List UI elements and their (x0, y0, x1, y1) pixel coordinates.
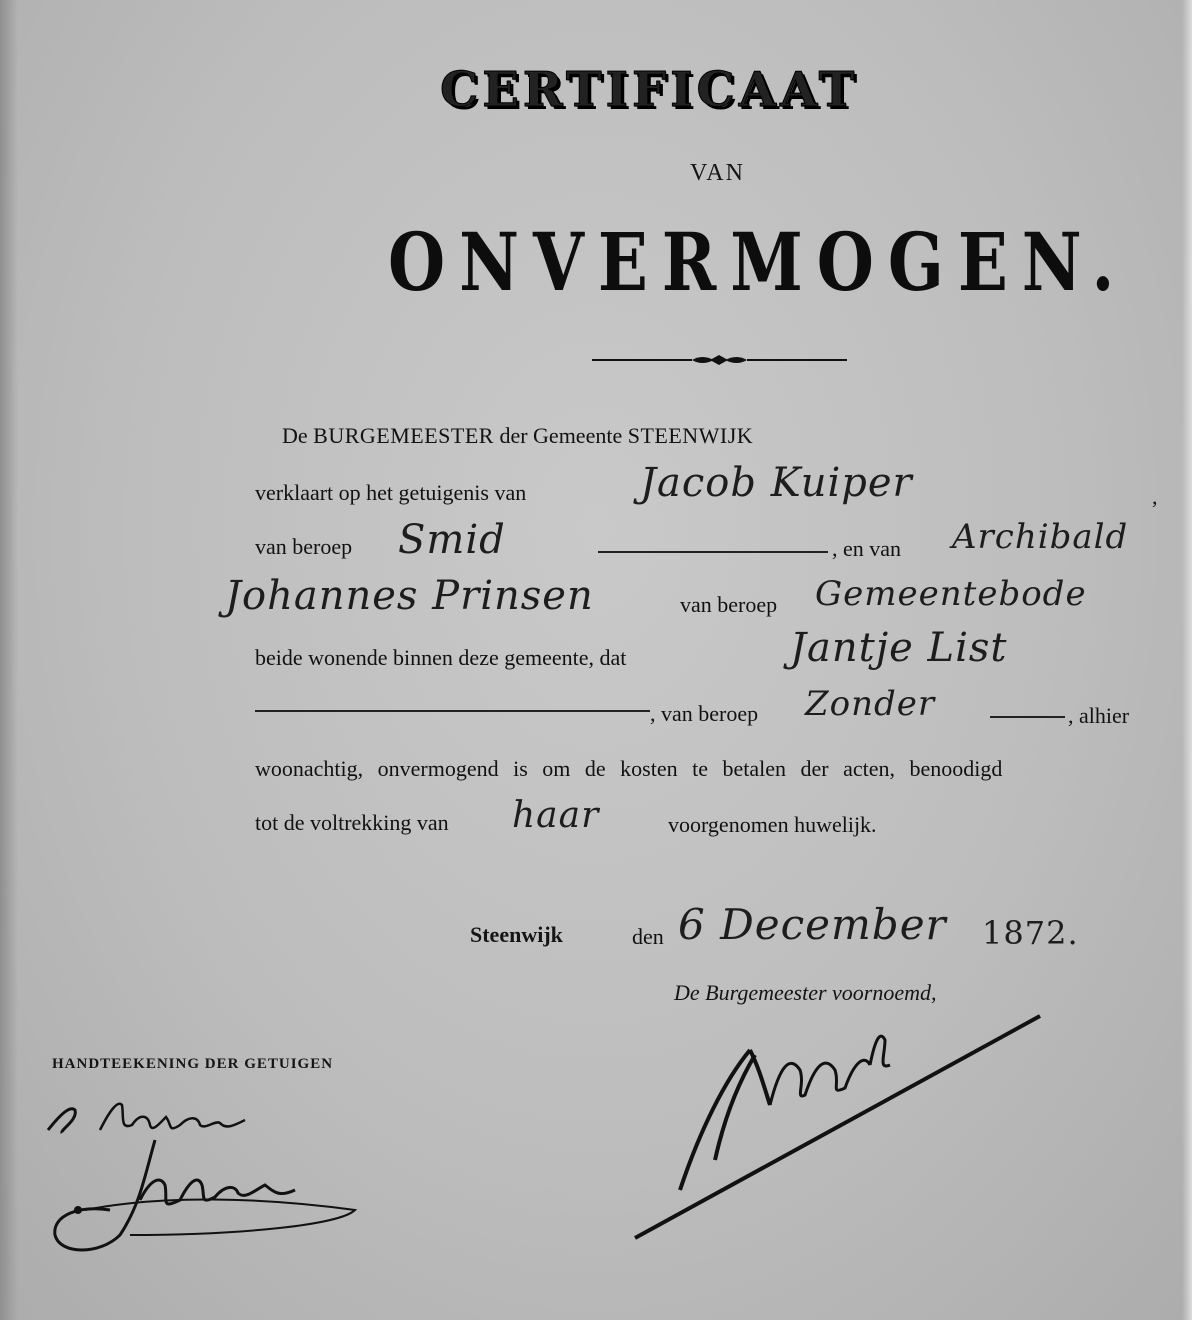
fill-line-subject (255, 710, 650, 712)
body-line-2: verklaart op het getuigenis van (255, 480, 527, 505)
mayor-signature (630, 1010, 1050, 1250)
title-van: VAN (690, 160, 745, 186)
handwritten-pronoun: haar (512, 795, 600, 836)
mayor-caption: De Burgemeester voornoemd, (674, 980, 937, 1005)
text-en-van: , en van (832, 536, 902, 561)
place-steenwijk: Steenwijk (470, 922, 563, 947)
handwritten-witness-1: Jacob Kuiper (640, 460, 913, 506)
text-de: De (282, 423, 308, 448)
page-edge-right (1182, 0, 1192, 1320)
body-line-7: woonachtig, onvermogend is om de kosten te betalen der acten, benoodigd (255, 756, 1003, 781)
text-burgemeester: BURGEMEESTER (313, 423, 494, 448)
handwritten-date: 6 December (678, 900, 947, 949)
text-alhier: , alhier (1068, 703, 1130, 728)
body-line-5: beide wonende binnen deze gemeente, dat (255, 645, 627, 670)
comma-line-2: , (1152, 484, 1158, 509)
body-line-8-end: voorgenomen huwelijk. (668, 812, 877, 837)
certificate-subject-title: ONVERMOGEN. (388, 215, 1129, 309)
handwritten-occupation-3: Zonder (805, 684, 936, 724)
text-steenwijk: STEENWIJK (627, 423, 754, 448)
text-der-gemeente: der Gemeente (499, 423, 623, 448)
label-van-beroep-1: van beroep (255, 534, 353, 559)
witness-signatures (40, 1085, 370, 1265)
handwritten-witness-2-last: Johannes Prinsen (225, 573, 594, 619)
handwritten-occupation-1: Smid (398, 517, 506, 563)
ornamental-divider (592, 350, 847, 370)
certificate-title: CERTIFICAAT (440, 62, 859, 118)
handwritten-subject-name: Jantje List (790, 625, 1008, 671)
fill-line-occupation-1 (598, 551, 828, 553)
body-line-1 (282, 423, 753, 449)
handwritten-occupation-2: Gemeentebode (815, 574, 1087, 614)
witness-signatures-heading: HANDTEEKENING DER GETUIGEN (52, 1056, 334, 1072)
label-van-beroep-3: , van beroep (650, 701, 759, 726)
date-year: 1872. (982, 914, 1079, 952)
label-van-beroep-2: van beroep (680, 592, 778, 617)
page-shadow-left (0, 0, 18, 1320)
fill-line-occupation-3 (990, 716, 1065, 718)
text-den: den (632, 924, 664, 949)
body-line-8-start: tot de voltrekking van (255, 810, 449, 835)
handwritten-witness-2-first: Archibald (952, 517, 1129, 557)
